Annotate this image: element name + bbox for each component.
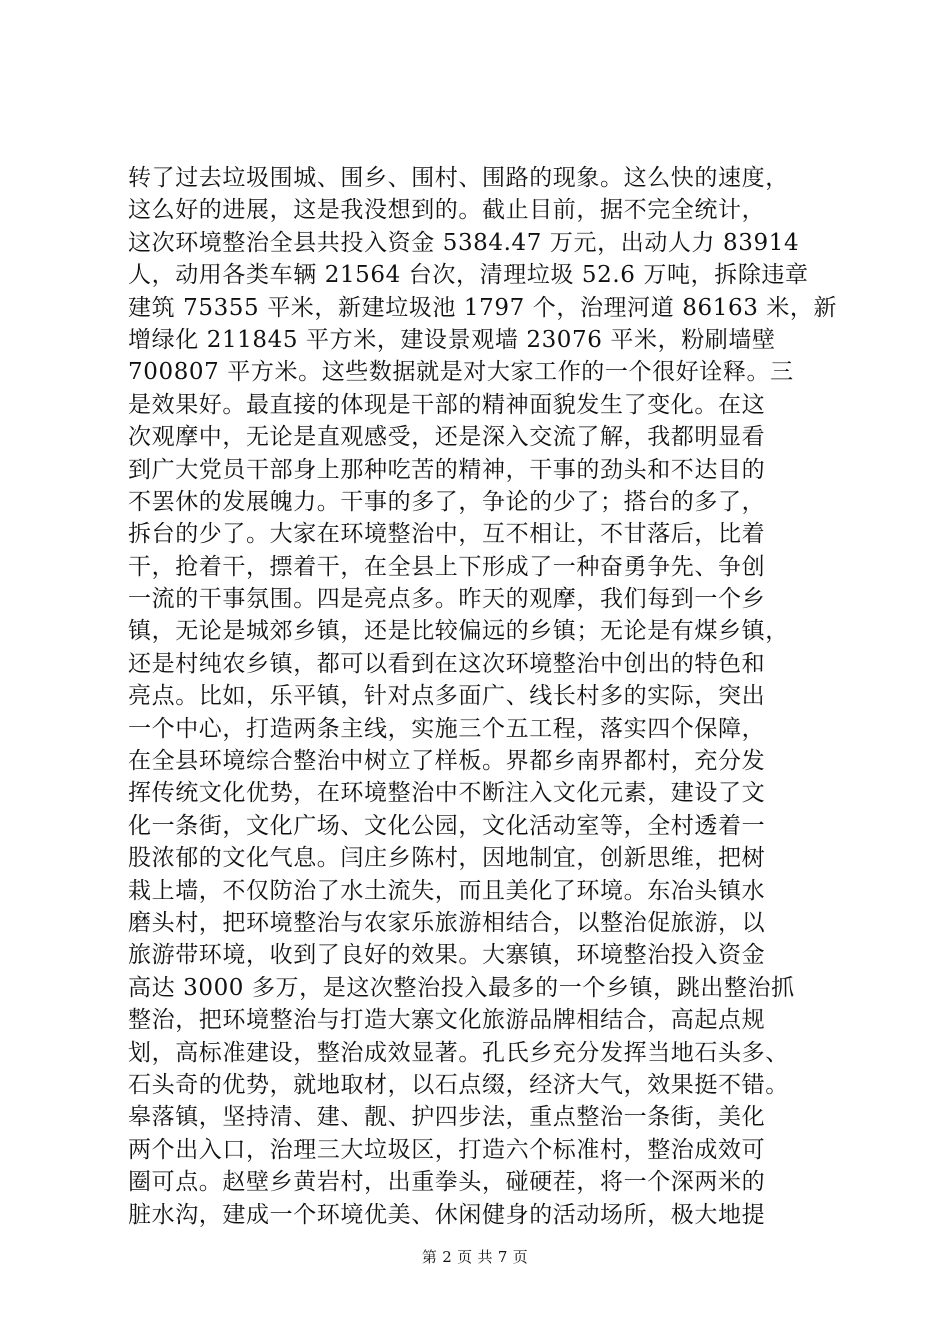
text-line: 旅游带环境，收到了良好的效果。大寨镇，环境整治投入资金 (128, 942, 766, 969)
text-line: 亮点。比如，乐平镇，针对点多面广、线长村多的实际，突出 (128, 683, 766, 710)
text-line: 不罢休的发展魄力。干事的多了，争论的少了；搭台的多了， (128, 488, 766, 515)
text-line: 脏水沟，建成一个环境优美、休闲健身的活动场所，极大地提 (128, 1201, 766, 1228)
text-line: 一个中心，打造两条主线，实施三个五工程，落实四个保障， (128, 715, 766, 742)
text-line: 磨头村，把环境整治与农家乐旅游相结合，以整治促旅游，以 (128, 909, 766, 936)
text-line: 划，高标准建设，整治成效显著。孔氏乡充分发挥当地石头多、 (128, 1039, 789, 1066)
text-line: 圈可点。赵壁乡黄岩村，出重拳头，碰硬茬，将一个深两米的 (128, 1169, 766, 1196)
text-line: 高达 3000 多万，是这次整治投入最多的一个乡镇，跳出整治抓 (128, 974, 795, 1001)
text-line: 到广大党员干部身上那种吃苦的精神，干事的劲头和不达目的 (128, 456, 766, 483)
text-line: 是效果好。最直接的体现是干部的精神面貌发生了变化。在这 (128, 391, 766, 418)
text-line: 次观摩中，无论是直观感受，还是深入交流了解，我都明显看 (128, 424, 766, 451)
text-line: 还是村纯农乡镇，都可以看到在这次环境整治中创出的特色和 (128, 650, 766, 677)
text-line: 这么好的进展，这是我没想到的。截止目前，据不完全统计， (128, 197, 766, 224)
text-line: 增绿化 211845 平方米，建设景观墙 23076 平米，粉刷墙壁 (128, 326, 776, 353)
text-line: 一流的干事氛围。四是亮点多。昨天的观摩，我们每到一个乡 (128, 586, 766, 613)
text-line: 建筑 75355 平米，新建垃圾池 1797 个，治理河道 86163 米，新 (128, 294, 838, 321)
text-line: 两个出入口，治理三大垃圾区，打造六个标准村，整治成效可 (128, 1136, 766, 1163)
text-line: 人，动用各类车辆 21564 台次，清理垃圾 52.6 万吨，拆除违章 (128, 262, 809, 289)
text-line: 皋落镇，坚持清、建、靓、护四步法，重点整治一条街，美化 (128, 1104, 766, 1131)
text-line: 股浓郁的文化气息。闫庄乡陈村，因地制宜，创新思维，把树 (128, 845, 766, 872)
text-line: 化一条街，文化广场、文化公园，文化活动室等，全村透着一 (128, 812, 766, 839)
text-line: 拆台的少了。大家在环境整治中，互不相让，不甘落后，比着 (128, 521, 766, 548)
text-line: 700807 平方米。这些数据就是对大家工作的一个很好诠释。三 (128, 359, 794, 386)
text-line: 挥传统文化优势，在环境整治中不断注入文化元素，建设了文 (128, 780, 766, 807)
page-footer (0, 1246, 950, 1267)
text-line: 石头奇的优势，就地取材，以石点缀，经济大气，效果挺不错。 (128, 1071, 789, 1098)
body-text (128, 162, 838, 1231)
text-line: 镇，无论是城郊乡镇，还是比较偏远的乡镇；无论是有煤乡镇， (128, 618, 789, 645)
text-line: 在全县环境综合整治中树立了样板。界都乡南界都村，充分发 (128, 748, 766, 775)
text-line: 栽上墙，不仅防治了水土流失，而且美化了环境。东冶头镇水 (128, 877, 766, 904)
text-line: 转了过去垃圾围城、围乡、围村、围路的现象。这么快的速度， (128, 165, 789, 191)
text-line: 这次环境整治全县共投入资金 5384.47 万元，出动人力 83914 (128, 229, 800, 256)
text-line: 干，抢着干，摽着干，在全县上下形成了一种奋勇争先、争创 (128, 553, 766, 580)
page-number-label: 第 2 页 共 7 页 (421, 1248, 529, 1266)
text-line: 整治，把环境整治与打造大寨文化旅游品牌相结合，高起点规 (128, 1007, 766, 1034)
